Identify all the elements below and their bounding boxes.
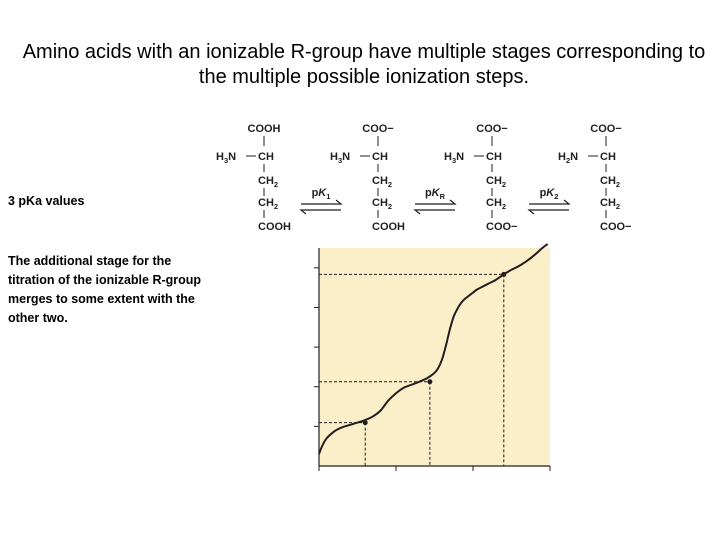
alpha-carboxyl-group: COO− [362,123,394,135]
pk-point [501,272,506,277]
side-chain-carbon: $CH_2$ [600,175,621,189]
alpha-carboxyl-group: COO− [476,123,508,135]
pk-point [427,379,432,384]
glutamate-ionization-scheme [210,118,650,238]
side-chain-carboxyl: COOH [258,221,291,233]
forward-arrow [301,200,341,204]
reverse-arrow [415,210,455,214]
alpha-carbon: CH [486,151,502,163]
side-chain-carbon: $CH_2$ [600,197,621,211]
alpha-carboxyl-group: COOH [247,123,281,135]
equilibrium-arrow-1 [301,187,341,214]
forward-arrow [415,200,455,204]
equilibrium-arrow-3 [529,187,569,214]
pka-count-note: 3 pKa values [8,194,85,208]
alpha-carbon: CH [372,151,388,163]
pk-point [363,420,368,425]
forward-arrow [529,200,569,204]
alpha-carboxyl-group: COO− [590,123,622,135]
side-chain-carboxyl: COO− [486,221,518,233]
amino-group: $H_3N$ [216,151,237,165]
amino-group: $H_3N$ [330,151,351,165]
side-chain-carbon: $CH_2$ [486,175,507,189]
side-chain-carboxyl: COOH [372,221,405,233]
reverse-arrow [529,210,569,214]
side-chain-carbon: $CH_2$ [372,197,393,211]
alpha-carbon: CH [258,151,274,163]
side-chain-carbon: $CH_2$ [372,175,393,189]
plot-area [319,248,550,466]
side-chain-carbon: $CH_2$ [486,197,507,211]
equilibrium-label: $pK_2$ [539,187,559,201]
alpha-carbon: CH [600,151,616,163]
glutamate-titration-chart [255,238,575,503]
side-chain-carboxyl: COO− [600,221,632,233]
equilibrium-arrow-2 [415,187,455,214]
side-chain-carbon: $CH_2$ [258,175,279,189]
species-3 [444,123,517,233]
equilibrium-label: $pK_1$ [311,187,331,201]
amino-group: $H_2N$ [558,151,579,165]
species-4 [558,123,631,233]
species-2 [330,123,405,233]
reverse-arrow [301,210,341,214]
slide-title: Amino acids with an ionizable R-group have multiple stages corresponding to the multiple possible ionization steps. [22,41,706,88]
merge-note: The additional stage for the titration of the ionizable R-group merges to some extent with the other two. [8,254,202,325]
equilibrium-label: $pK_R$ [424,187,446,201]
side-chain-carbon: $CH_2$ [258,197,279,211]
species-1 [216,123,291,233]
amino-group: $H_3N$ [444,151,465,165]
